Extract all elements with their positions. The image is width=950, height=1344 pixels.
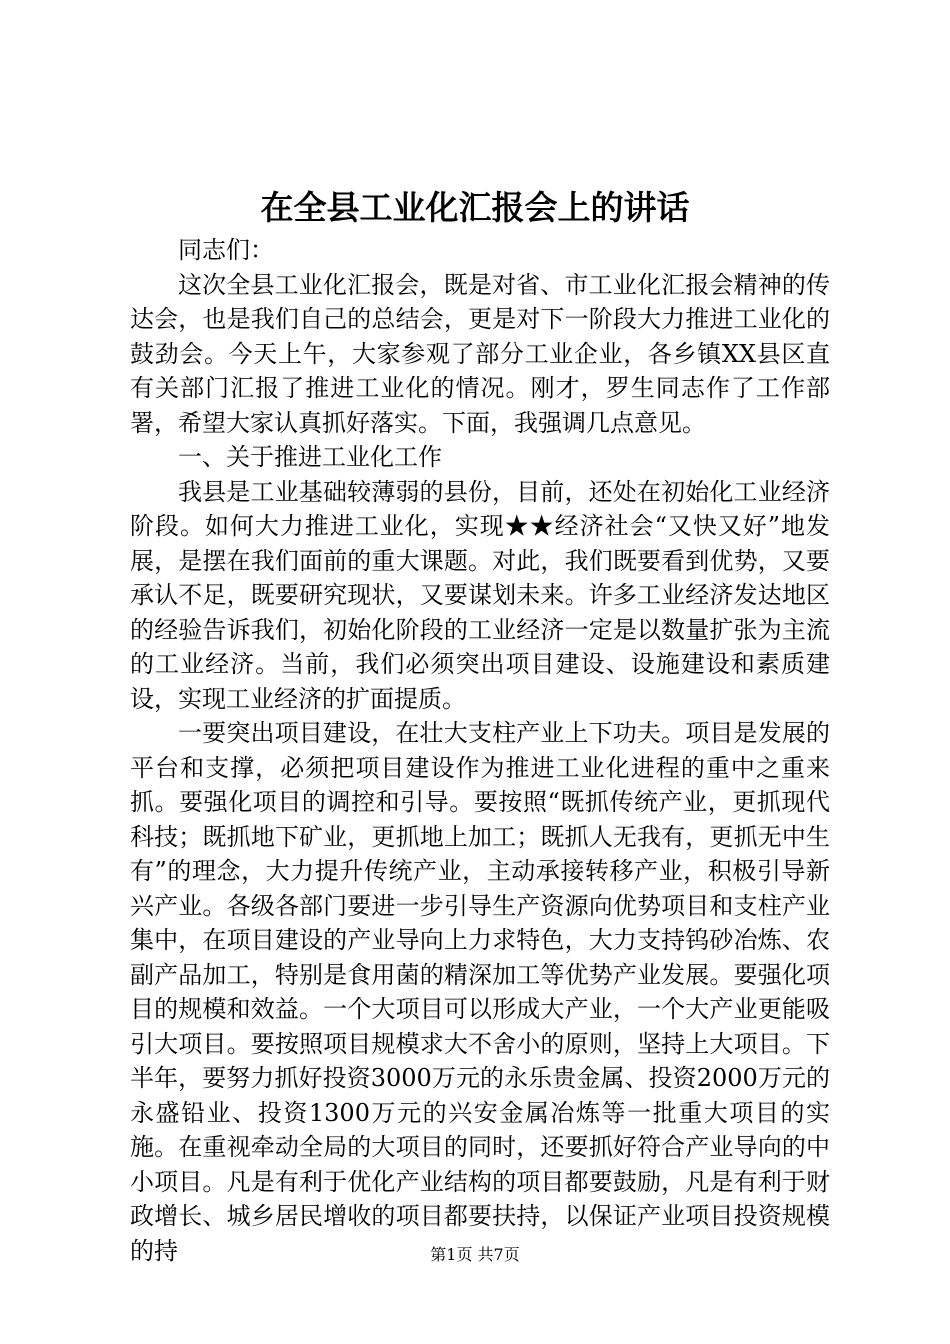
document-body xyxy=(130,233,830,1268)
page-footer: 第1页 共7页 xyxy=(430,1245,520,1264)
paragraph-project-construction: 一要突出项目建设，在壮大支柱产业上下功夫。项目是发展的平台和支撑，必须把项目建设作为推进工业化进程的重中之重来抓。要强化项目的调控和引导。要按照“既抓传统产业，更抓现代科技；既抓地下矿业，更抓地上加工；既抓人无我有，更抓无中生有”的理念，大力提升传统产业，主动承接转移产业，积极引导新兴产业。各级各部门要进一步引导生产资源向优势项目和支柱产业集中，在项目建设的产业导向上力求特色，大力支持钨砂冶炼、农副产品加工，特别是食用菌的精深加工等优势产业发展。要强化项目的规模和效益。一个大项目可以形成大产业，一个大产业更能吸引大项目。要按照项目规模求大不舍小的原则，坚持上大项目。下半年，要努力抓好投资3000万元的永乐贵金属、投资2000万元的永盛铅业、投资1300万元的兴安金属冶炼等一批重大项目的实施。在重视牵动全局的大项目的同时，还要抓好符合产业导向的中小项目。凡是有利于优化产业结构的项目都要鼓励，凡是有利于财政增长、城乡居民增收的项目都要扶持，以保证产业项目投资规模的持 xyxy=(130,719,830,1265)
document-title: 在全县工业化汇报会上的讲话 xyxy=(260,188,690,227)
salutation: 同志们： xyxy=(178,236,274,264)
section-heading-1: 一、关于推进工业化工作 xyxy=(178,443,442,471)
paragraph-intro: 这次全县工业化汇报会，既是对省、市工业化汇报会精神的传达会，也是我们自己的总结会，更是对下一阶段大力推进工业化的鼓劲会。今天上午，大家参观了部分工业企业，各乡镇XX县区直有关部门汇报了推进工业化的情况。刚才，罗生同志作了工作部署，希望大家认真抓好落实。下面，我强调几点意见。 xyxy=(130,270,830,437)
paragraph-background: 我县是工业基础较薄弱的县份，目前，还处在初始化工业经济阶段。如何大力推进工业化，实现★★经济社会“又快又好”地发展，是摆在我们面前的重大课题。对此，我们既要看到优势，又要承认不足，既要研究现状，又要谋划未来。许多工业经济发达地区的经验告诉我们，初始化阶段的工业经济一定是以数量扩张为主流的工业经济。当前，我们必须突出项目建设、设施建设和素质建设，实现工业经济的扩面提质。 xyxy=(130,477,830,713)
